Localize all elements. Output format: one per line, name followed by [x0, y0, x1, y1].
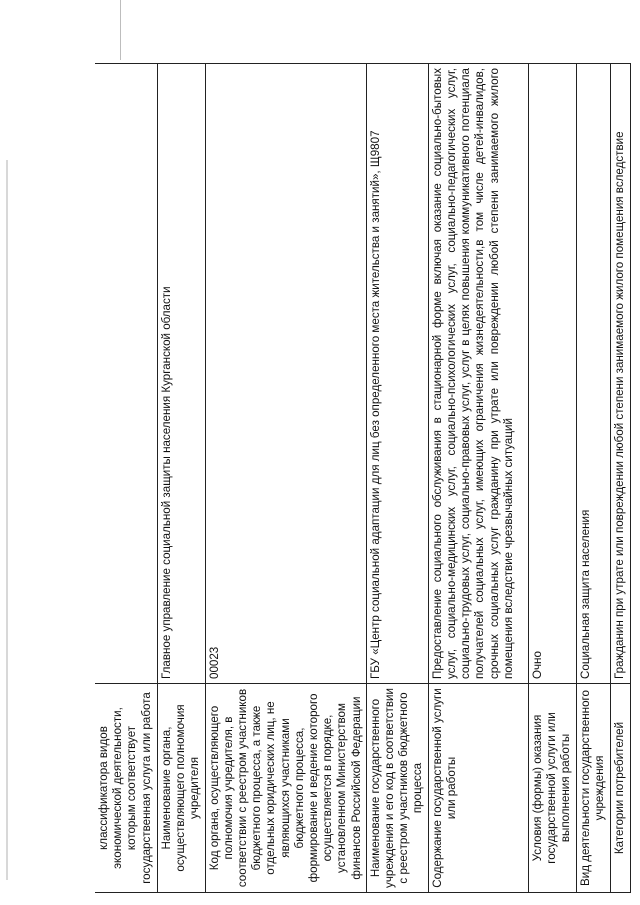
- row-value: ГБУ «Центр социальной адаптации для лиц без определенного места жительства и занятий», Щ9807: [366, 64, 428, 684]
- row-label: Условия (формы) оказания государственной услуги или выполнения работы: [528, 684, 576, 893]
- row-value: Социальная защита населения: [576, 64, 610, 684]
- scan-artifact: [120, 0, 121, 60]
- table-row: [95, 64, 157, 893]
- row-label: Код органа, осуществляющего полномочия учредителя, в соответствии с реестром участников бюджетного процесса, а также отдельных юридических лиц, не являющихся участниками бюджетного процесса, формирование и ведение которого осуществляется в порядке, установленном Министерством финансов Российской Федерации: [205, 684, 366, 893]
- row-label: Содержание государственной услуги или работы: [428, 684, 528, 893]
- table-row: [576, 64, 610, 893]
- row-label: Наименование органа, осуществляющего полномочия учредителя: [157, 684, 205, 893]
- scan-edge: [6, 160, 8, 880]
- row-value: Главное управление социальной защиты населения Курганской области: [157, 64, 205, 684]
- service-info-table: [95, 63, 631, 893]
- rotated-document-page: [95, 63, 626, 893]
- row-label: классификатора видов экономической деятельности, которым соответствует государственная услуга или работа: [95, 684, 157, 893]
- table-row: [205, 64, 366, 893]
- row-label: Вид деятельности государственного учреждения: [576, 684, 610, 893]
- row-value: Предоставление социального обслуживания в стационарной форме включая оказание социально-бытовых услуг, социально-медицинских услуг, социально-психологических услуг, социально-педагогических услуг, социально-трудовых услуг, социально-правовых услуг, услуг в целях повышения коммуникативного потенциала получателей социальных услуг, имеющих ограничения жизнедеятельности,в том числе детей-инвалидов, срочных социальных услуг гражданину при утрате или повреждении любой степени занимаемого жилого помещения вследствие чрезвычайных ситуаций: [428, 64, 528, 684]
- row-value: 00023: [205, 64, 366, 684]
- table-row: [428, 64, 528, 893]
- row-value: Очно: [528, 64, 576, 684]
- row-label: Категории потребителей: [610, 684, 630, 893]
- table-row: [366, 64, 428, 893]
- row-value: Гражданин при утрате или повреждении любой степени занимаемого жилого помещения вследствие: [610, 64, 630, 684]
- row-value: [95, 64, 157, 684]
- table-row: [610, 64, 630, 893]
- row-label: Наименование государственного учреждения и его код в соответствии с реестром участников бюджетного процесса: [366, 684, 428, 893]
- table-row: [157, 64, 205, 893]
- table-row: [528, 64, 576, 893]
